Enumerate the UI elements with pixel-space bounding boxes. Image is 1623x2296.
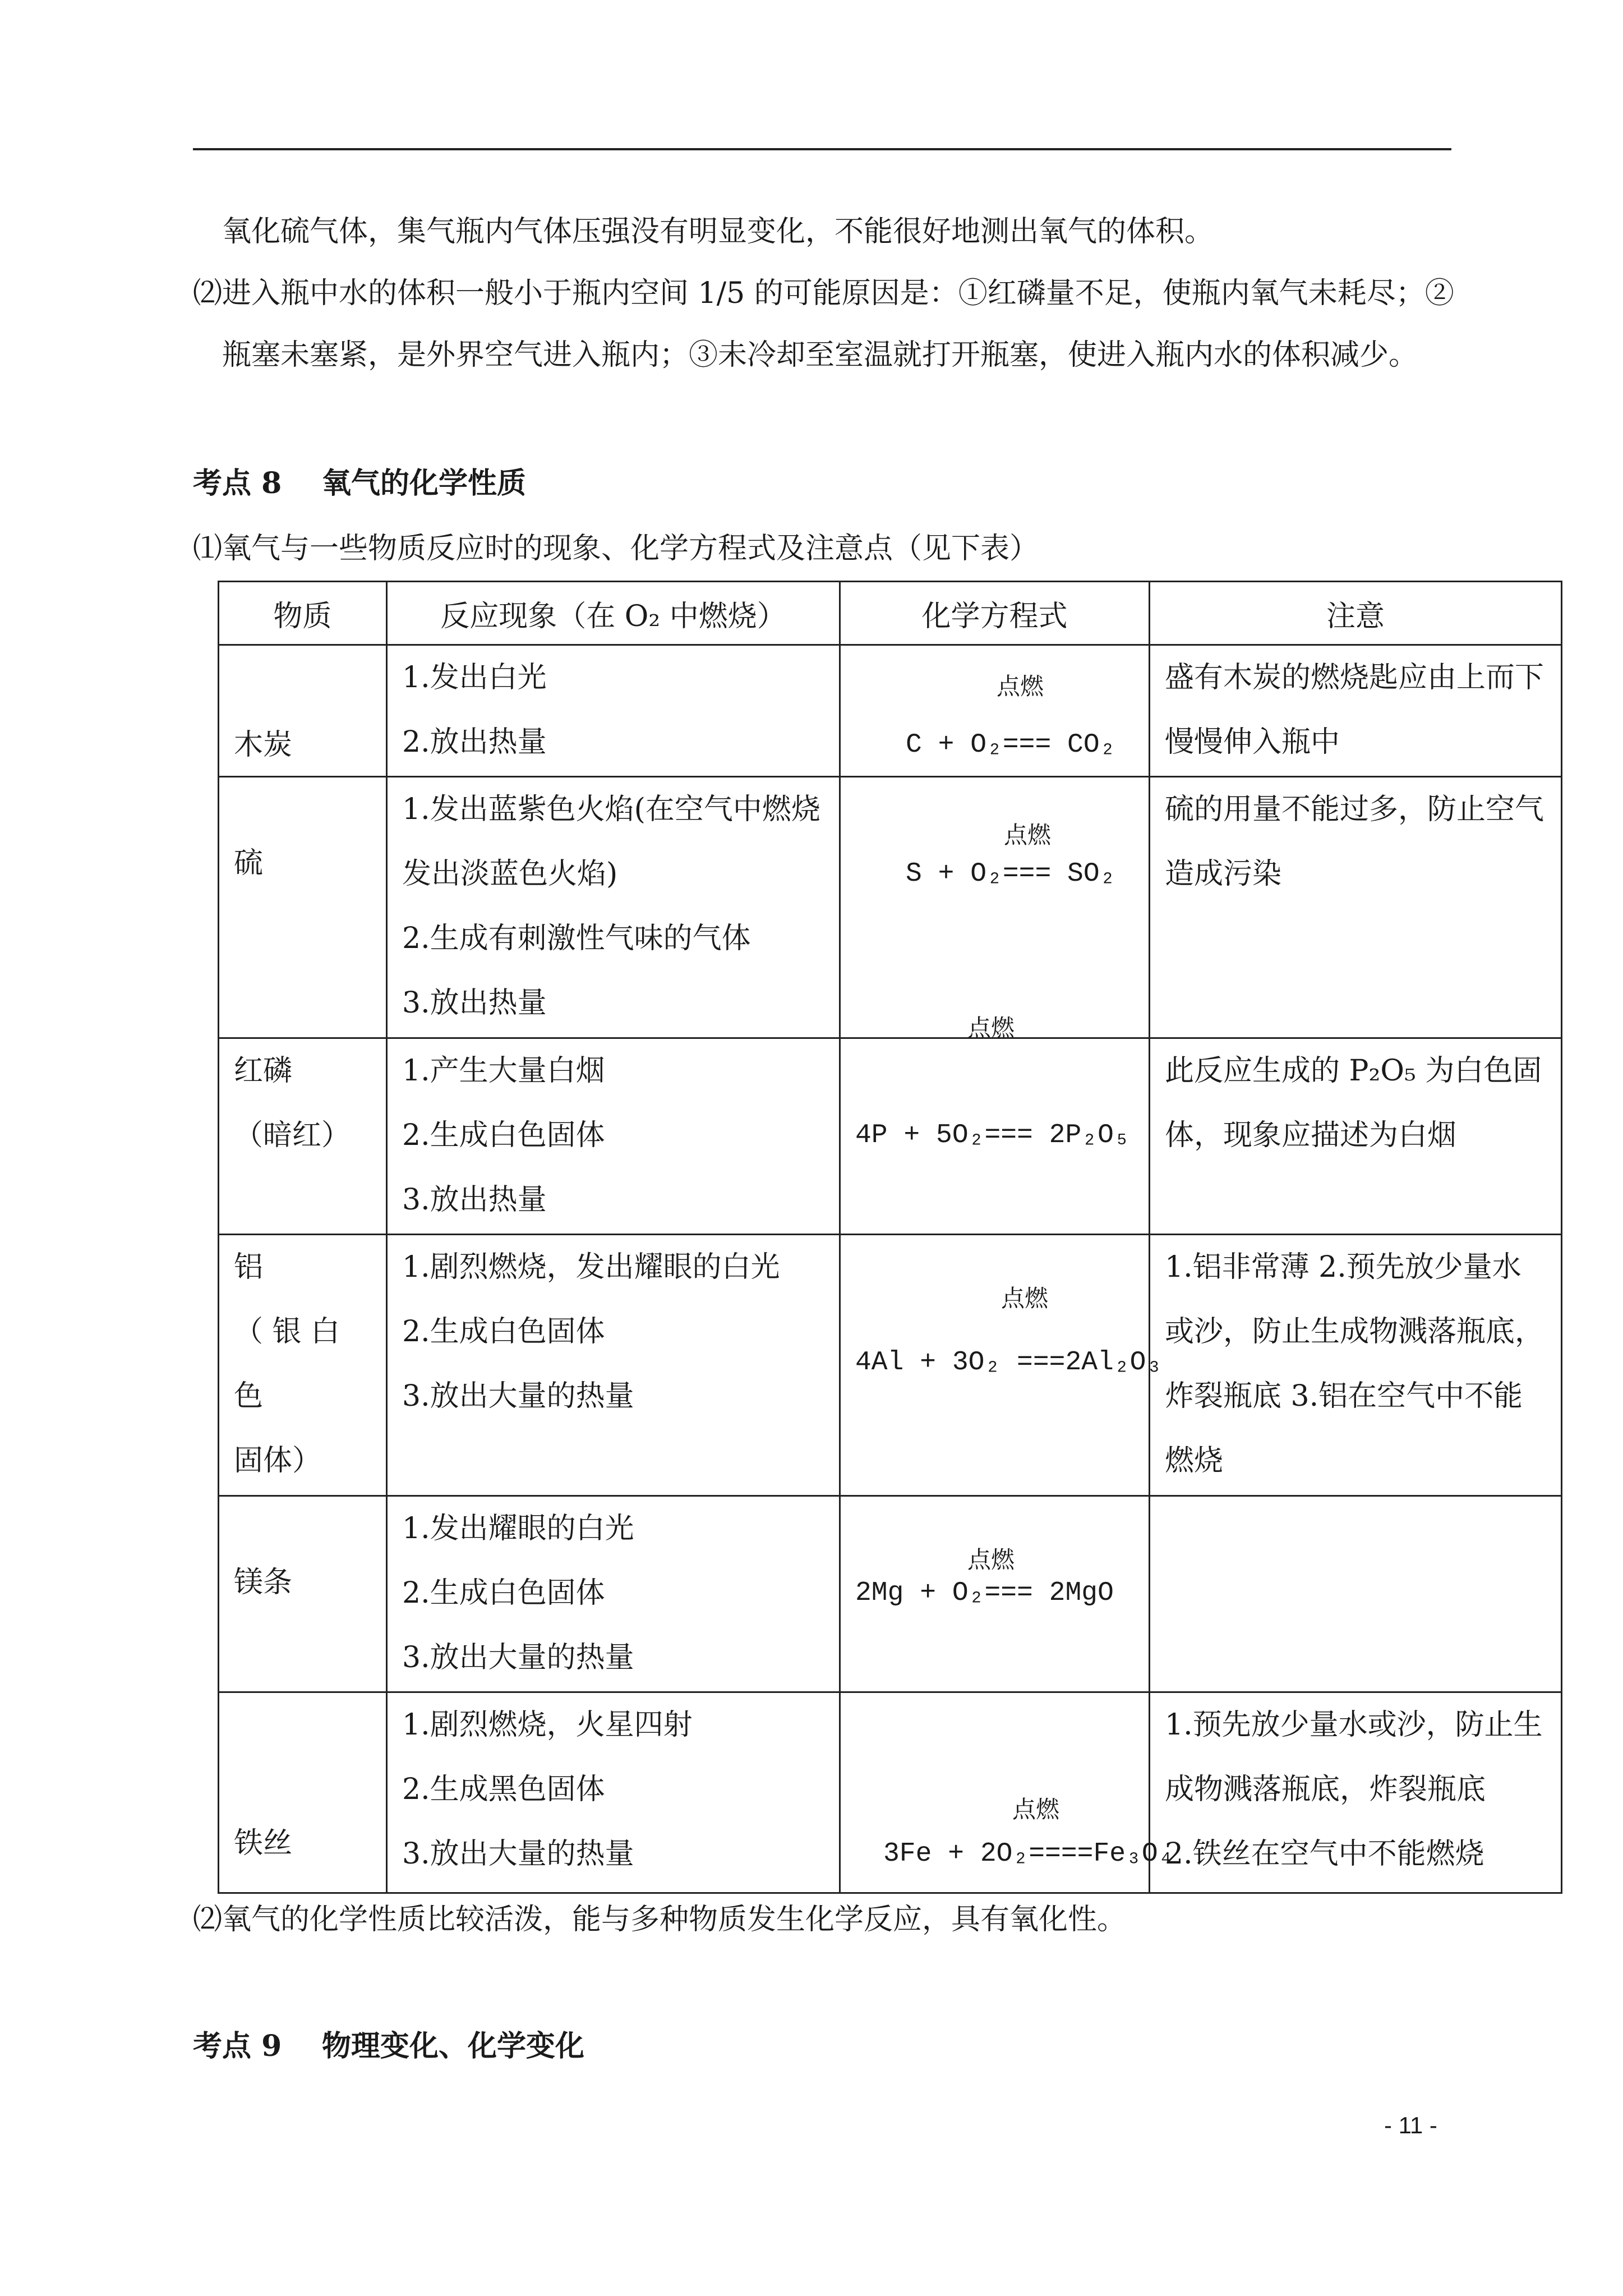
material-line: 固体） (234, 1444, 322, 1478)
phenomenon-cell (387, 1038, 840, 1235)
intro-line-3: 瓶塞未塞紧，是外界空气进入瓶内；③未冷却至室温就打开瓶塞，使进入瓶内水的体积减少。 (222, 338, 1418, 372)
chemical-equation: 4Al + 3O₂ ===2Al₂O₃ (855, 1347, 1163, 1378)
material-cell (219, 1038, 387, 1235)
section-9-title: 物理变化、化学变化 (322, 2029, 585, 2063)
phenomenon-line: 2.生成白色固体 (402, 1315, 605, 1349)
phenomenon-line: 1.剧烈燃烧，火星四射 (402, 1708, 693, 1742)
phenomenon-line: 3.放出大量的热量 (402, 1641, 634, 1674)
phenomenon-cell (387, 777, 840, 1038)
reaction-condition: 点燃 (967, 1546, 1015, 1573)
section-9-heading (193, 2030, 584, 2063)
header-phenomenon: 反应现象（在 O₂ 中燃烧） (387, 582, 840, 645)
phenomenon-cell (387, 1496, 840, 1692)
table-row (219, 777, 1562, 1038)
phenomenon-line: 1.剧烈燃烧，发出耀眼的白光 (402, 1250, 780, 1284)
material-line: （暗红） (234, 1119, 351, 1152)
table-row (219, 1038, 1562, 1235)
header-material: 物质 (219, 582, 387, 645)
page-number: - 11 - (1384, 2112, 1437, 2138)
chemical-equation: 2Mg + O₂=== 2MgO (855, 1578, 1114, 1608)
equation-cell (840, 1692, 1174, 1893)
phenomenon-line: 3.放出大量的热量 (402, 1837, 634, 1871)
phenomenon-line: 1.发出蓝紫色火焰(在空气中燃烧 (402, 793, 820, 826)
equation-cell (840, 1235, 1163, 1496)
equation-cell (840, 777, 1150, 1038)
phenomenon-cell (387, 1692, 840, 1893)
notes-cell (1150, 1692, 1562, 1893)
phenomenon-line: 2.生成白色固体 (402, 1576, 605, 1610)
reaction-condition: 点燃 (1001, 1285, 1049, 1312)
phenomenon-line: 3.放出热量 (402, 986, 547, 1020)
equation-cell (840, 1014, 1150, 1235)
table-row (219, 1496, 1562, 1692)
phenomenon-cell (387, 645, 840, 777)
table-row (219, 1692, 1562, 1893)
table-row (219, 1235, 1562, 1496)
notes-cell: 此反应生成的 P₂O₅ 为白色固体，现象应描述为白烟 (1150, 1038, 1562, 1235)
notes-cell: 盛有木炭的燃烧匙应由上而下慢慢伸入瓶中 (1150, 645, 1562, 777)
notes-line: 1.预先放少量水或沙，防止生成物溅落瓶底，炸裂瓶底 (1165, 1708, 1543, 1806)
section-9-number: 考点 9 (193, 2029, 282, 2063)
chemical-equation: 4P + 5O₂=== 2P₂O₅ (855, 1120, 1130, 1151)
reaction-condition: 点燃 (1004, 821, 1052, 849)
phenomenon-line: 1.发出耀眼的白光 (402, 1512, 634, 1545)
phenomenon-line: 2.放出热量 (402, 725, 547, 759)
phenomenon-cell (387, 1235, 840, 1496)
table-intro: ⑴氧气与一些物质反应时的现象、化学方程式及注意点（见下表） (193, 532, 1039, 565)
intro-line-1: 氧化硫气体，集气瓶内气体压强没有明显变化，不能很好地测出氧气的体积。 (222, 215, 1214, 249)
material-cell: 镁条 (219, 1496, 387, 1692)
chemical-equation: S + O₂=== SO₂ (906, 859, 1116, 889)
header-rule (193, 148, 1451, 150)
notes-cell: 1.铝非常薄 2.预先放少量水或沙，防止生成物溅落瓶底，炸裂瓶底 3.铝在空气中不能燃烧 (1150, 1235, 1562, 1496)
section-8-title: 氧气的化学性质 (322, 466, 527, 500)
chemical-equation: 3Fe + 2O₂====Fe₃O₄ (883, 1839, 1174, 1869)
material-line: 铝 (234, 1250, 264, 1284)
reaction-condition: 点燃 (967, 1014, 1015, 1042)
table-row (219, 645, 1562, 777)
chemical-equation: C + O₂=== CO₂ (906, 730, 1116, 760)
equation-cell (840, 1496, 1150, 1692)
header-equation: 化学方程式 (840, 582, 1150, 645)
material-line: 红磷 (234, 1054, 293, 1088)
material-cell: 铁丝 (219, 1692, 387, 1893)
phenomenon-line: 发出淡蓝色火焰) (402, 857, 618, 891)
intro-line-2: ⑵进入瓶中水的体积一般小于瓶内空间 1/5 的可能原因是：①红磷量不足，使瓶内氧气未耗尽；② (193, 277, 1454, 310)
material-cell: 硫 (219, 777, 387, 1038)
reaction-table (218, 581, 1562, 1894)
phenomenon-line: 1.发出白光 (402, 661, 547, 694)
material-cell (219, 1235, 387, 1496)
material-cell: 木炭 (219, 645, 387, 777)
phenomenon-line: 3.放出热量 (402, 1183, 547, 1217)
notes-cell: 硫的用量不能过多，防止空气造成污染 (1150, 777, 1562, 1038)
phenomenon-line: 3.放出大量的热量 (402, 1379, 634, 1413)
header-notes: 注意 (1150, 582, 1562, 645)
table-header-row (219, 582, 1562, 645)
phenomenon-line: 2.生成白色固体 (402, 1119, 605, 1152)
reaction-condition: 点燃 (997, 673, 1044, 700)
notes-line: 2.铁丝在空气中不能燃烧 (1165, 1837, 1484, 1871)
equation-cell (840, 645, 1150, 777)
after-table-text: ⑵氧气的化学性质比较活泼，能与多种物质发生化学反应，具有氧化性。 (193, 1903, 1127, 1936)
material-line: （ 银 白 色 (234, 1315, 340, 1413)
section-8-heading (193, 467, 526, 500)
notes-cell (1150, 1496, 1562, 1692)
phenomenon-line: 1.产生大量白烟 (402, 1054, 605, 1088)
section-8-number: 考点 8 (193, 466, 282, 500)
phenomenon-line: 2.生成黑色固体 (402, 1773, 605, 1806)
reaction-condition: 点燃 (1012, 1796, 1060, 1823)
phenomenon-line: 2.生成有刺激性气味的气体 (402, 922, 751, 955)
